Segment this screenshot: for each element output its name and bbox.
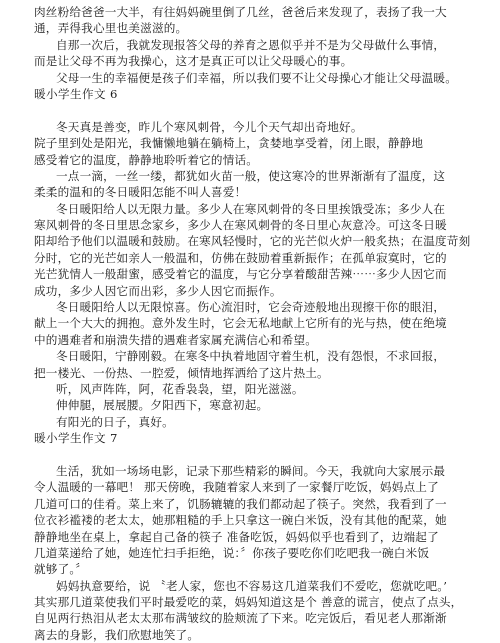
paragraph-line: 几道菜递给了她，她连忙扫手拒绝，说：〞你孩子要吃你们吃吧我一碗白米饭: [34, 545, 430, 560]
paragraph-line: 通，弄得我心里也美滋滋的。: [34, 21, 188, 36]
paragraph-line: 离去的身影，我们欣慰地笑了。: [34, 627, 200, 642]
paragraph-line: 冬天真是善变，昨儿个寒风刺骨，今儿个天气却出奇地好。: [56, 119, 363, 134]
paragraph-line: 把一楼光、一份热、一腔爱，倾情地挥洒给了这片热土。: [34, 365, 329, 380]
blank-line: [34, 447, 470, 463]
paragraph-line: 感受着它的温度，静静地聆听着它的情话。: [34, 152, 259, 167]
paragraph-line: 分时，它的光芒如亲人一般温和，仿佛在鼓励着重新振作；在孤单寂寞时，它的: [34, 250, 447, 265]
paragraph-line: 就够了。〞: [34, 562, 88, 577]
blank-line: [34, 102, 470, 118]
paragraph-line: 冬日暖阳给人以无限惊喜。伤心流泪时，它会奇迹般地出现擦干你的眼泪，: [56, 300, 446, 315]
paragraph-line: 肉丝粉给爸爸一大半，有往妈妈碗里倒了几丝，爸爸后来发现了，表扬了我一大: [34, 5, 447, 19]
section-title-7: 暖小学生作文 7: [34, 431, 118, 446]
paragraph-line: 位衣衫褴褛的老太太，她那粗糙的手上只拿这一碗白米饭，没有其他的配菜，她: [34, 513, 447, 528]
paragraph-line: 令人温暖的一幕吧！ 那天傍晚，我随着家人来到了一家餐厅吃饭，妈妈点上了: [34, 480, 439, 495]
section-title-6: 暖小学生作文 6: [34, 86, 118, 101]
paragraph-line: 献上一个大大的拥抱。意外发生时，它会无私地献上它所有的光与热，使在绝境: [34, 316, 447, 331]
paragraph-line: 阳却给予他们以温暖和鼓励。在寒风轻慢时，它的光芒似火炉一般炙热；在温度苛刻: [34, 234, 470, 249]
paragraph-line: 几道可口的佳肴。菜上来了，饥肠辘辘的我们都动起了筷子。突然，我看到了一: [34, 496, 447, 511]
paragraph-line: 父母一生的幸福便是孩子们幸福，所以我们要不让父母操心才能让父母温暖。: [56, 70, 457, 85]
paragraph-line: 自见两行热泪从老太太那布满皱纹的脸颊流了下来。吃完饭后，看见老人那渐渐: [34, 611, 447, 626]
paragraph-line: 一点一滴，一丝一缕，都犹如火苗一般，使这寒冷的世界渐渐有了温度，这: [56, 168, 446, 183]
paragraph-line: 静静地坐在桌上，拿起自己备的筷子 准备吃饭，妈妈似乎也看到了，边端起了: [34, 529, 439, 544]
paragraph-line: 而是让父母不再为我操心，这才是真正可以让父母暖心的事。: [34, 54, 353, 69]
paragraph-line: 生活，犹如一场场电影，记录下那些精彩的瞬间。今天，我就向大家展示最: [56, 463, 446, 478]
paragraph-line: 冬日暖阳，宁静刚毅。在寒冬中执着地固守着生机，没有怨恨，不求回报，: [56, 349, 446, 364]
paragraph-line: 柔柔的温和的冬日暖阳怎能不叫人喜爱！: [34, 185, 247, 200]
paragraph-line: 其实那几道菜使我们平时最爱吃的菜，妈妈知道这是个 善意的谎言，使点了点头，: [34, 595, 463, 610]
paragraph-line: 妈妈执意要给，说 〝老人家，您也不容易这几道菜我们不爱吃，您就吃吧。’: [56, 578, 448, 593]
paragraph-line: 伸伸腿，展展腰。夕阳西下，寒意初起。: [56, 398, 269, 413]
paragraph-line: 寒风刺骨的冬日里思念家乡，多少人在寒风刺骨的冬日里心灰意冷。可这冬日暖: [34, 218, 447, 233]
paragraph-line: 院子里到处是阳光，我慵懒地躺在躺椅上，贪婪地享受着，闭上眼，静静地: [34, 136, 424, 151]
paragraph-line: 成功，多少人因它而出彩，多少人因它而振作。: [34, 283, 282, 298]
paragraph-line: 自那一次后，我就发现报答父母的养育之恩似乎并不是为父母做什么事情，: [56, 37, 446, 52]
paragraph-line: 听，风声阵阵，阿，花香袅袅，望，阳光滋滋。: [56, 381, 304, 396]
paragraph-line: 光芒犹情人一般甜蜜，感受着它的温度，与它分享着酸甜苦辣⋯⋯多少人因它而: [34, 267, 447, 282]
paragraph-line: 有阳光的日子，真好。: [56, 414, 174, 429]
paragraph-line: 中的遇难者和崩溃失措的遇难者家属充满信心和希望。: [34, 332, 318, 347]
paragraph-line: 冬日暖阳给人以无限力量。多少人在寒风刺骨的冬日里挨饿受冻；多少人在: [56, 201, 446, 216]
